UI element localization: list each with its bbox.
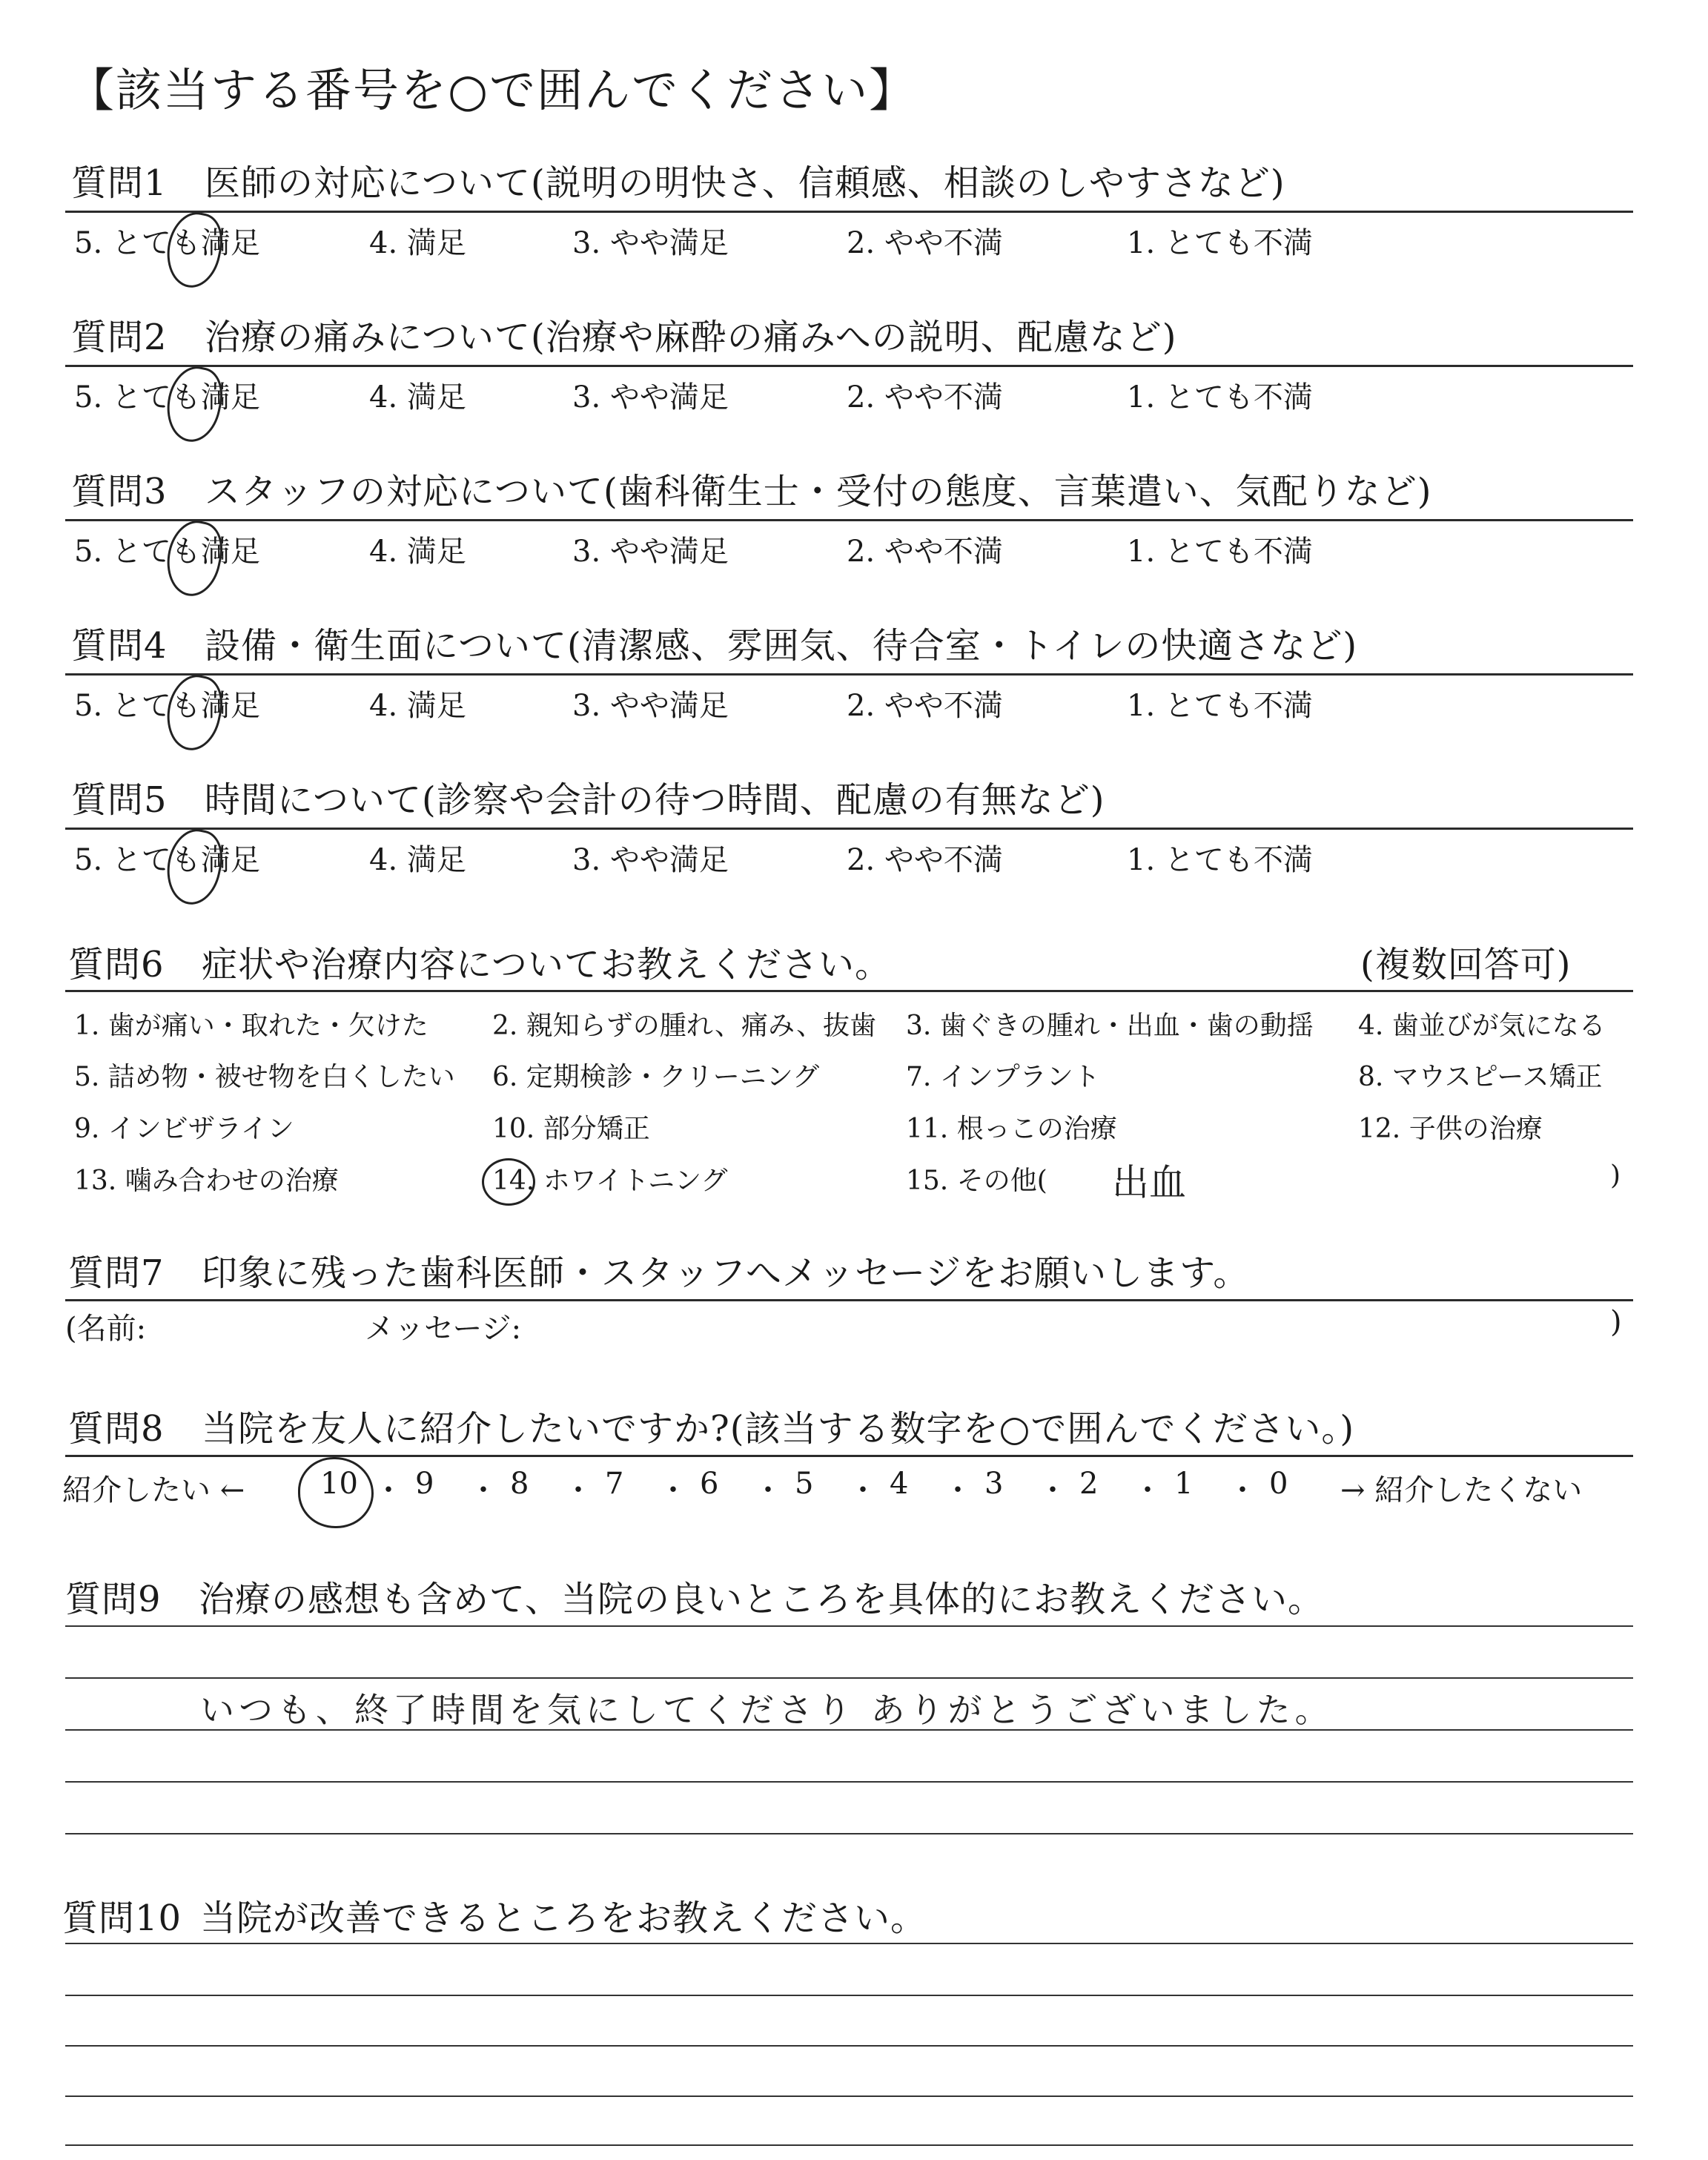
q7-name-label: (名前: (65, 1312, 147, 1346)
q10-line-3 (65, 2045, 1633, 2047)
q8-scale-separator: ・ (848, 1473, 878, 1507)
q6-option-6[interactable]: 6. 定期検診・クリーニング (492, 1062, 820, 1092)
q1-option-2[interactable]: 2. やや不満 (847, 226, 1003, 260)
q9-label: 質問9 (65, 1579, 162, 1620)
q6-other-close: ) (1610, 1160, 1621, 1191)
q8-scale-4[interactable]: 4 (890, 1467, 909, 1501)
q8-scale-separator: ・ (563, 1473, 593, 1507)
q8-scale-10[interactable]: 10 (320, 1467, 358, 1501)
q8-scale-separator: ・ (753, 1473, 783, 1507)
q1-rule (65, 211, 1633, 213)
q2-option-3[interactable]: 3. やや満足 (572, 380, 729, 415)
q8-scale-8[interactable]: 8 (510, 1467, 529, 1501)
q5-option-5[interactable]: 5. とても満足 (74, 843, 260, 877)
q8-scale-1[interactable]: 1 (1174, 1467, 1194, 1501)
q6-option-5[interactable]: 5. 詰め物・被せ物を白くしたい (74, 1062, 455, 1092)
q8-scale-separator: ・ (658, 1473, 688, 1507)
q4-option-3[interactable]: 3. やや満足 (572, 689, 729, 723)
q8-scale-separator: ・ (943, 1473, 973, 1507)
q3-option-3[interactable]: 3. やや満足 (572, 535, 729, 569)
q1-option-4[interactable]: 4. 満足 (369, 226, 466, 260)
q5-option-2[interactable]: 2. やや不満 (847, 843, 1003, 877)
q6-option-9[interactable]: 9. インビザライン (74, 1114, 294, 1144)
q5-text: 時間について(診察や会計の待つ時間、配慮の有無など) (205, 779, 1105, 821)
q1-option-5[interactable]: 5. とても満足 (74, 226, 260, 260)
q10-label: 質問10 (62, 1898, 182, 1939)
q6-text: 症状や治療内容についてお教えください。 (202, 944, 892, 985)
q8-left-label: 紹介したい ← (62, 1473, 245, 1507)
q9-line-5 (65, 1833, 1633, 1834)
q8-rule (65, 1455, 1633, 1457)
q1-label: 質問1 (71, 162, 168, 204)
q5-option-4[interactable]: 4. 満足 (369, 843, 466, 877)
q2-option-2[interactable]: 2. やや不満 (847, 380, 1003, 415)
q6-option-2[interactable]: 2. 親知らずの腫れ、痛み、抜歯 (492, 1011, 877, 1041)
q8-scale-0[interactable]: 0 (1269, 1467, 1288, 1501)
q6-option-14[interactable]: 14. ホワイトニング (492, 1166, 728, 1196)
q9-text: 治療の感想も含めて、当院の良いところを具体的にお教えください。 (199, 1579, 1325, 1620)
q7-text: 印象に残った歯科医師・スタッフへメッセージをお願いします。 (202, 1252, 1250, 1294)
q8-scale-separator: ・ (1228, 1473, 1257, 1507)
q2-label: 質問2 (71, 317, 168, 358)
form-title: 【該当する番号を○で囲んでください】 (68, 63, 917, 117)
q6-option-8[interactable]: 8. マウスピース矯正 (1358, 1062, 1603, 1092)
q1-text: 医師の対応について(説明の明快さ、信頼感、相談のしやすさなど) (205, 162, 1285, 204)
q6-option-7[interactable]: 7. インプラント (906, 1062, 1100, 1092)
q9-handwritten-answer: いつも、終了時間を気にしてくださり ありがとうございました。 (200, 1690, 1334, 1730)
q9-line-2 (65, 1677, 1633, 1679)
q3-text: スタッフの対応について(歯科衛生士・受付の態度、言葉遣い、気配りなど) (205, 471, 1432, 512)
q10-line-1 (65, 1943, 1633, 1944)
q2-rule (65, 365, 1633, 367)
q8-right-label: → 紹介したくない (1340, 1473, 1583, 1507)
q8-scale-separator: ・ (1133, 1473, 1162, 1507)
q8-scale-separator: ・ (374, 1473, 403, 1507)
q7-label: 質問7 (68, 1252, 165, 1294)
q10-line-2 (65, 1995, 1633, 1996)
q9-line-1 (65, 1625, 1633, 1627)
q1-option-3[interactable]: 3. やや満足 (572, 226, 729, 260)
q8-selected-circle (298, 1457, 374, 1528)
q6-label: 質問6 (68, 944, 165, 985)
q9-line-4 (65, 1781, 1633, 1783)
q8-scale-7[interactable]: 7 (605, 1467, 624, 1501)
q5-option-3[interactable]: 3. やや満足 (572, 843, 729, 877)
q8-scale-2[interactable]: 2 (1079, 1467, 1099, 1501)
q6-option-11[interactable]: 11. 根っこの治療 (906, 1114, 1117, 1144)
q8-scale-3[interactable]: 3 (984, 1467, 1004, 1501)
q10-text: 当院が改善できるところをお教えください。 (200, 1898, 927, 1939)
q8-scale-9[interactable]: 9 (415, 1467, 434, 1501)
q4-option-2[interactable]: 2. やや不満 (847, 689, 1003, 723)
q8-scale-separator: ・ (469, 1473, 498, 1507)
q3-rule (65, 519, 1633, 521)
q8-scale-separator: ・ (1038, 1473, 1068, 1507)
q6-other-handwritten: 出血 (1112, 1161, 1186, 1204)
q3-option-2[interactable]: 2. やや不満 (847, 535, 1003, 569)
q4-option-5[interactable]: 5. とても満足 (74, 689, 260, 723)
q6-option-4[interactable]: 4. 歯並びが気になる (1358, 1011, 1606, 1041)
q6-option-1[interactable]: 1. 歯が痛い・取れた・欠けた (74, 1011, 428, 1041)
q8-text: 当院を友人に紹介したいですか?(該当する数字を○で囲んでください。) (202, 1408, 1355, 1450)
q2-option-4[interactable]: 4. 満足 (369, 380, 466, 415)
q5-option-1[interactable]: 1. とても不満 (1127, 843, 1313, 877)
q7-message-label: メッセージ: (365, 1312, 522, 1346)
q5-label: 質問5 (71, 779, 168, 821)
q4-option-1[interactable]: 1. とても不満 (1127, 689, 1313, 723)
q6-option-12[interactable]: 12. 子供の治療 (1358, 1114, 1543, 1144)
q2-option-1[interactable]: 1. とても不満 (1127, 380, 1313, 415)
q3-option-4[interactable]: 4. 満足 (369, 535, 466, 569)
q8-label: 質問8 (68, 1408, 165, 1450)
q7-close: ) (1610, 1305, 1622, 1339)
q6-option-13[interactable]: 13. 噛み合わせの治療 (74, 1166, 339, 1196)
q6-option-10[interactable]: 10. 部分矯正 (492, 1114, 650, 1144)
q6-note: (複数回答可) (1360, 944, 1572, 985)
q3-label: 質問3 (71, 471, 168, 512)
q4-option-4[interactable]: 4. 満足 (369, 689, 466, 723)
q2-text: 治療の痛みについて(治療や麻酔の痛みへの説明、配慮など) (205, 317, 1177, 358)
q5-rule (65, 828, 1633, 830)
q8-scale-6[interactable]: 6 (700, 1467, 719, 1501)
q2-option-5[interactable]: 5. とても満足 (74, 380, 260, 415)
q4-rule (65, 673, 1633, 676)
q6-option-3[interactable]: 3. 歯ぐきの腫れ・出血・歯の動揺 (906, 1011, 1314, 1041)
q3-option-5[interactable]: 5. とても満足 (74, 535, 260, 569)
q7-rule (65, 1299, 1633, 1301)
q3-option-1[interactable]: 1. とても不満 (1127, 535, 1313, 569)
q1-option-1[interactable]: 1. とても不満 (1127, 226, 1313, 260)
q4-text: 設備・衛生面について(清潔感、雰囲気、待合室・トイレの快適さなど) (205, 625, 1358, 667)
q8-scale-5[interactable]: 5 (795, 1467, 814, 1501)
q6-selected-circle (482, 1158, 535, 1206)
q10-line-5 (65, 2144, 1633, 2146)
q10-line-4 (65, 2095, 1633, 2097)
q6-rule (65, 990, 1633, 992)
q4-label: 質問4 (71, 625, 168, 667)
q6-option-15[interactable]: 15. その他( (906, 1166, 1047, 1196)
